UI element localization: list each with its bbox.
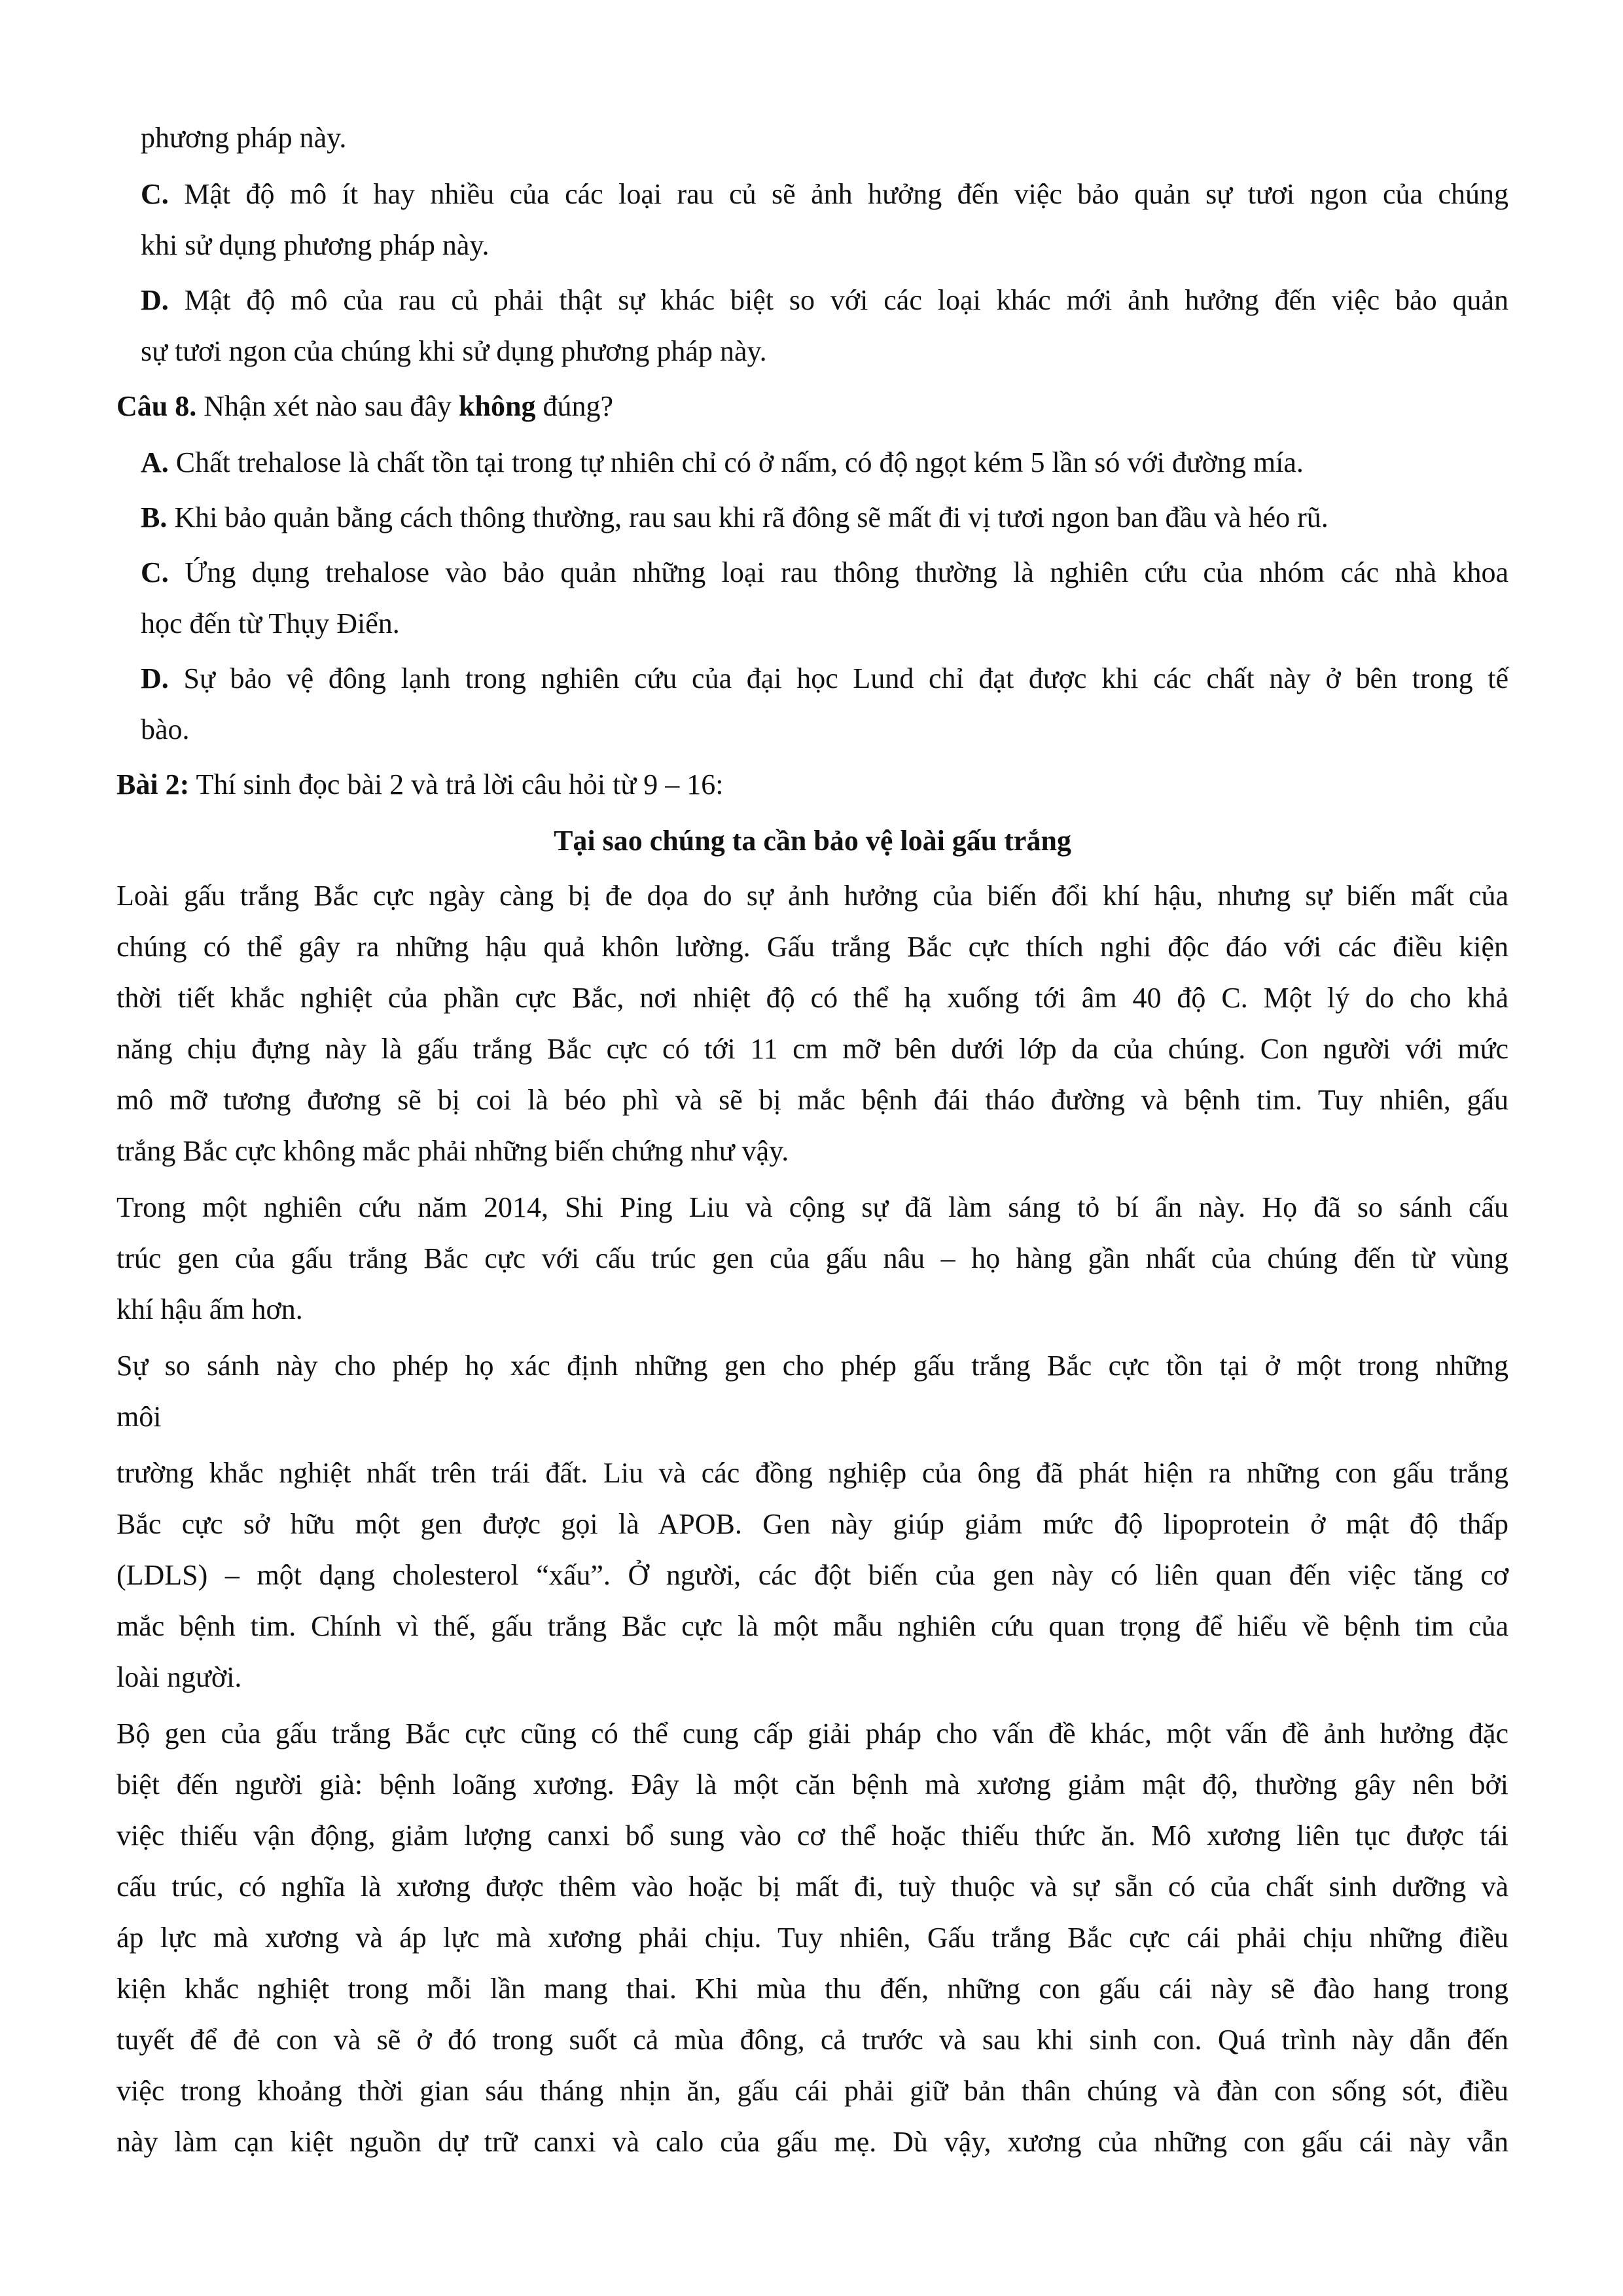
option-text: Mật độ mô ít hay nhiều của các loại rau củ sẽ ảnh hưởng đến việc bảo quản sự tươi ngon của chúng: [184, 178, 1509, 210]
q8-option-b: [141, 492, 1508, 543]
q8-option-d: [141, 653, 1508, 704]
paragraph-1-line: năng chịu đựng này là gấu trắng Bắc cực có tới 11 cm mỡ bên dưới lớp da của chúng. Con người với mức: [116, 1033, 1508, 1065]
option-text: sự tươi ngon của chúng khi sử dụng phương pháp này.: [141, 335, 767, 367]
option-text: Ứng dụng trehalose vào bảo quản những loại rau thông thường là nghiên cứu của nhóm các nhà khoa: [185, 556, 1508, 588]
paragraph-5-line: áp lực mà xương và áp lực mà xương phải chịu. Tuy nhiên, Gấu trắng Bắc cực cái phải chịu những điều: [116, 1922, 1508, 1954]
option-label: C.: [141, 178, 169, 210]
section-label: Bài 2:: [116, 768, 190, 800]
paragraph-1-line: mô mỡ tương đương sẽ bị coi là béo phì và sẽ bị mắc bệnh đái tháo đường và bệnh tim. Tuy nhiên, gấu: [116, 1084, 1508, 1116]
q8-option-a: [141, 437, 1508, 488]
q7-option-d: [141, 275, 1508, 326]
paragraph-5-line: việc trong khoảng thời gian sáu tháng nhịn ăn, gấu cái phải giữ bản thân chúng và đàn con sống sót, điều: [116, 2075, 1508, 2107]
q7-option-c: [141, 169, 1508, 220]
paragraph-5-line: này làm cạn kiệt nguồn dự trữ canxi và calo của gấu mẹ. Dù vậy, xương của những con gấu cái này vẫn: [116, 2126, 1508, 2158]
option-label: C.: [141, 556, 169, 588]
option-text: Chất trehalose là chất tồn tại trong tự nhiên chỉ có ở nấm, có độ ngọt kém 5 lần só với đường mía.: [175, 446, 1304, 478]
option-label: B.: [141, 501, 168, 533]
option-label: D.: [141, 284, 169, 316]
question-emphasis: không: [459, 390, 536, 422]
option-text: khi sử dụng phương pháp này.: [141, 229, 490, 261]
paragraph-4-line: loài người.: [116, 1661, 242, 1693]
q8-stem: [116, 381, 613, 432]
q8-option-d-line2: [141, 704, 1508, 755]
option-text: bào.: [141, 713, 190, 745]
option-text: học đến từ Thụy Điển.: [141, 607, 400, 639]
option-text: phương pháp này.: [141, 122, 347, 154]
article-title: Tại sao chúng ta cần bảo vệ loài gấu trắng: [554, 825, 1071, 857]
paragraph-1-line: Loài gấu trắng Bắc cực ngày càng bị đe dọa do sự ảnh hưởng của biến đổi khí hậu, nhưng sự biến mất của: [116, 880, 1508, 912]
paragraph-5-line: tuyết để đẻ con và sẽ ở đó trong suốt cả mùa đông, cả trước và sau khi sinh con. Quá trình này dẫn đến: [116, 2024, 1508, 2056]
paragraph-5-line: việc thiếu vận động, giảm lượng canxi bổ sung vào cơ thể hoặc thiếu thức ăn. Mô xương liên tục được tái: [116, 1820, 1508, 1852]
section-instruction: Thí sinh đọc bài 2 và trả lời câu hỏi từ 9 – 16:: [196, 768, 724, 800]
paragraph-4-line: Bắc cực sở hữu một gen được gọi là APOB. Gen này giúp giảm mức độ lipoprotein ở mật độ thấp: [116, 1508, 1508, 1540]
question-text: Nhận xét nào sau đây: [204, 390, 452, 422]
option-text: Mật độ mô của rau củ phải thật sự khác biệt so với các loại khác mới ảnh hưởng đến việc bảo quản: [184, 284, 1508, 316]
paragraph-1-line: chúng có thể gây ra những hậu quả khôn lường. Gấu trắng Bắc cực thích nghi độc đáo với các điều kiện: [116, 931, 1508, 963]
q7-option-d-line2: [141, 326, 1508, 377]
q8-option-c: [141, 547, 1508, 598]
option-label: D.: [141, 662, 169, 694]
question-label: Câu 8.: [116, 390, 197, 422]
paragraph-5-line: cấu trúc, có nghĩa là xương được thêm vào hoặc bị mất đi, tuỳ thuộc và sự sẵn có của chất sinh dưỡng và: [116, 1871, 1508, 1903]
q8-option-c-line2: [141, 598, 1508, 649]
paragraph-1-line: thời tiết khắc nghiệt của phần cực Bắc, nơi nhiệt độ có thể hạ xuống tới âm 40 độ C. Một lý do cho khả: [116, 982, 1508, 1014]
paragraph-3-line: môi: [116, 1401, 162, 1433]
paragraph-5-line: Bộ gen của gấu trắng Bắc cực cũng có thể cung cấp giải pháp cho vấn đề khác, một vấn đề ảnh hưởng đặc: [116, 1717, 1508, 1749]
paragraph-1-line: trắng Bắc cực không mắc phải những biến chứng như vậy.: [116, 1135, 789, 1167]
paragraph-4-line: mắc bệnh tim. Chính vì thế, gấu trắng Bắc cực là một mẫu nghiên cứu quan trọng để hiểu về bệnh tim của: [116, 1610, 1508, 1642]
option-text: Sự bảo vệ đông lạnh trong nghiên cứu của đại học Lund chỉ đạt được khi các chất này ở bên trong tế: [183, 662, 1509, 694]
paragraph-4-line: (LDLS) – một dạng cholesterol “xấu”. Ở người, các đột biến của gen này có liên quan đến việc tăng cơ: [116, 1559, 1508, 1591]
section-heading: [116, 759, 723, 810]
paragraph-2-line: trúc gen của gấu trắng Bắc cực với cấu trúc gen của gấu nâu – họ hàng gần nhất của chúng đến từ vùng: [116, 1242, 1508, 1274]
paragraph-5-line: kiện khắc nghiệt trong mỗi lần mang thai. Khi mùa thu đến, những con gấu cái này sẽ đào hang trong: [116, 1973, 1508, 2005]
q7-option-c-line2: [141, 220, 1508, 271]
paragraph-2-line: Trong một nghiên cứu năm 2014, Shi Ping Liu và cộng sự đã làm sáng tỏ bí ẩn này. Họ đã so sánh cấu: [116, 1191, 1508, 1223]
paragraph-2-line: khí hậu ấm hơn.: [116, 1293, 303, 1325]
question-text: đúng?: [543, 390, 613, 422]
paragraph-3-line: Sự so sánh này cho phép họ xác định những gen cho phép gấu trắng Bắc cực tồn tại ở một trong những: [116, 1350, 1508, 1382]
paragraph-5-line: biệt đến người già: bệnh loãng xương. Đây là một căn bệnh mà xương giảm mật độ, thường gây nên bởi: [116, 1768, 1508, 1801]
paragraph-4-line: trường khắc nghiệt nhất trên trái đất. Liu và các đồng nghiệp của ông đã phát hiện ra những con gấu trắng: [116, 1457, 1508, 1489]
option-label: A.: [141, 446, 169, 478]
q7-option-b-continuation: [141, 113, 1508, 164]
option-text: Khi bảo quản bằng cách thông thường, rau sau khi rã đông sẽ mất đi vị tươi ngon ban đầu và héo rũ.: [174, 501, 1329, 533]
